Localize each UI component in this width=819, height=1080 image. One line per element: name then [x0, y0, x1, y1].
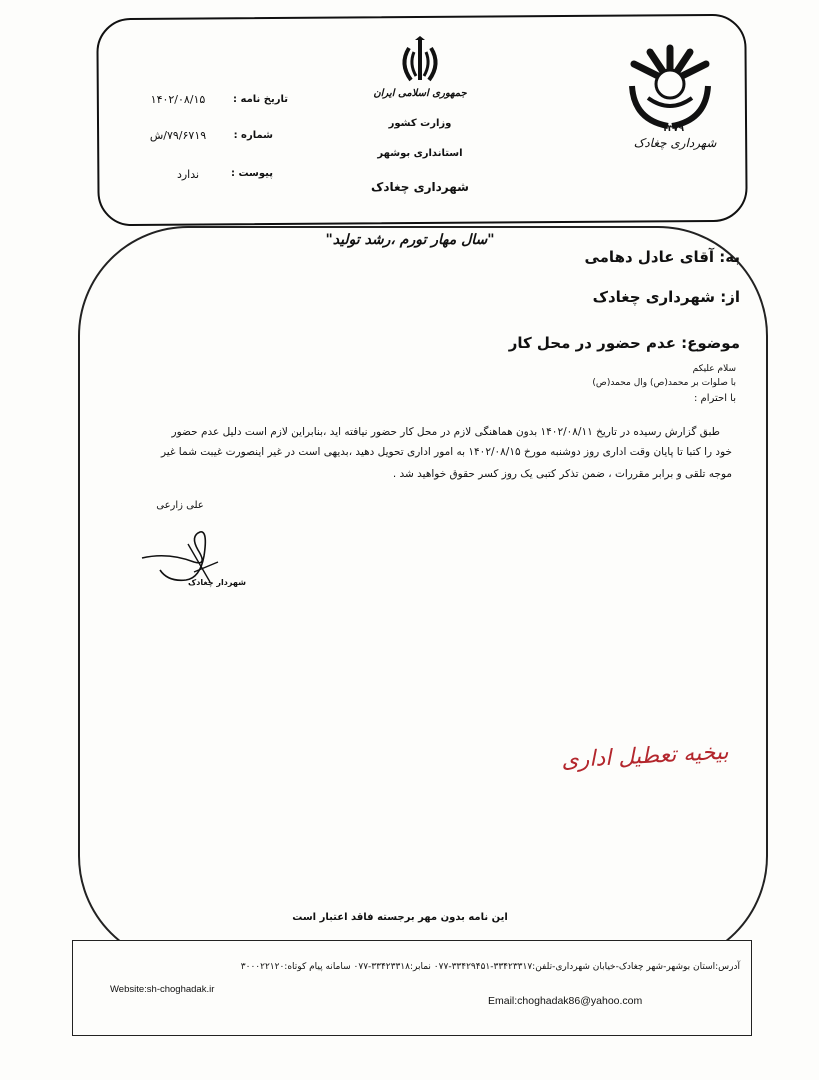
municipality-name: شهرداری چغادک: [371, 180, 469, 194]
greeting-respect: با احترام :: [693, 393, 736, 404]
logo-year: ۱۳۷۹: [662, 124, 684, 134]
year-slogan: "سال مهار تورم ،رشد تولید": [325, 232, 495, 248]
recipient-line: به: آقای عادل دهامی: [584, 248, 740, 266]
paragraph-line-1: طبق گزارش رسیده در تاریخ ۱۴۰۲/۰۸/۱۱ بدون هماهنگی لازم در محل کار حضور نیافته اید ،بنابراین لازم است دلیل عدم حضور: [171, 426, 720, 438]
greeting-salawat: با صلوات بر محمد(ص) وال محمد(ص): [592, 378, 736, 388]
ministry-name: وزارت کشور: [388, 118, 452, 129]
footer-email[interactable]: Email:choghadak86@yahoo.com: [488, 995, 643, 1007]
emblem-caption: جمهوری اسلامی ایران: [373, 88, 467, 99]
sender-line: از: شهرداری چغادک: [592, 288, 740, 306]
attachment-value: ندارد: [176, 168, 200, 181]
iran-emblem-icon: [393, 36, 447, 88]
signer-name: علی زارعی: [156, 500, 204, 511]
iran-emblem: [393, 36, 447, 88]
logo-text: شهرداری چغادک: [633, 136, 717, 150]
validity-note: این نامه بدون مهر برجسته فاقد اعتبار است: [292, 912, 508, 923]
signer-title: شهردار چغادک: [188, 578, 246, 587]
greeting-salam: سلام علیکم: [692, 364, 736, 374]
number-value: ۷۹/۶۷۱۹/ش: [149, 129, 207, 142]
paragraph-line-2: خود را کتبا تا پایان وقت اداری روز دوشنبه مورخ ۱۴۰۲/۰۸/۱۵ به امور اداری تحویل دهید ،بدیهی است در غیر اینصورت غیبت شما غیر: [161, 446, 732, 458]
date-label: تاریخ نامه :: [233, 94, 288, 105]
footer-website[interactable]: Website:sh-choghadak.ir: [110, 984, 215, 995]
date-value: ۱۴۰۲/۰۸/۱۵: [150, 93, 206, 106]
governorate-name: استانداری بوشهر: [377, 148, 463, 159]
attachment-label: پیوست :: [230, 168, 273, 179]
paragraph-line-3: موجه تلقی و برابر مقررات ، ضمن تذکر کتبی یک روز کسر حقوق خواهید شد .: [392, 468, 732, 480]
footer-address: آدرس:استان بوشهر-شهر چغادک-خیابان شهرداری-تلفن:۳۳۴۲۳۳۱۷-۳۳۴۲۹۴۵۱-۰۷۷ نمابر:۳۳۴۲۳۳۱۸-۰۷۷ سامانه پیام کوتاه:۳۰۰۰۲۲۱۲۰: [240, 962, 740, 972]
subject-line: موضوع: عدم حضور در محل کار: [508, 334, 740, 352]
handwritten-note: بیخیه تعطیل اداری: [560, 739, 730, 774]
number-label: شماره :: [233, 130, 273, 141]
